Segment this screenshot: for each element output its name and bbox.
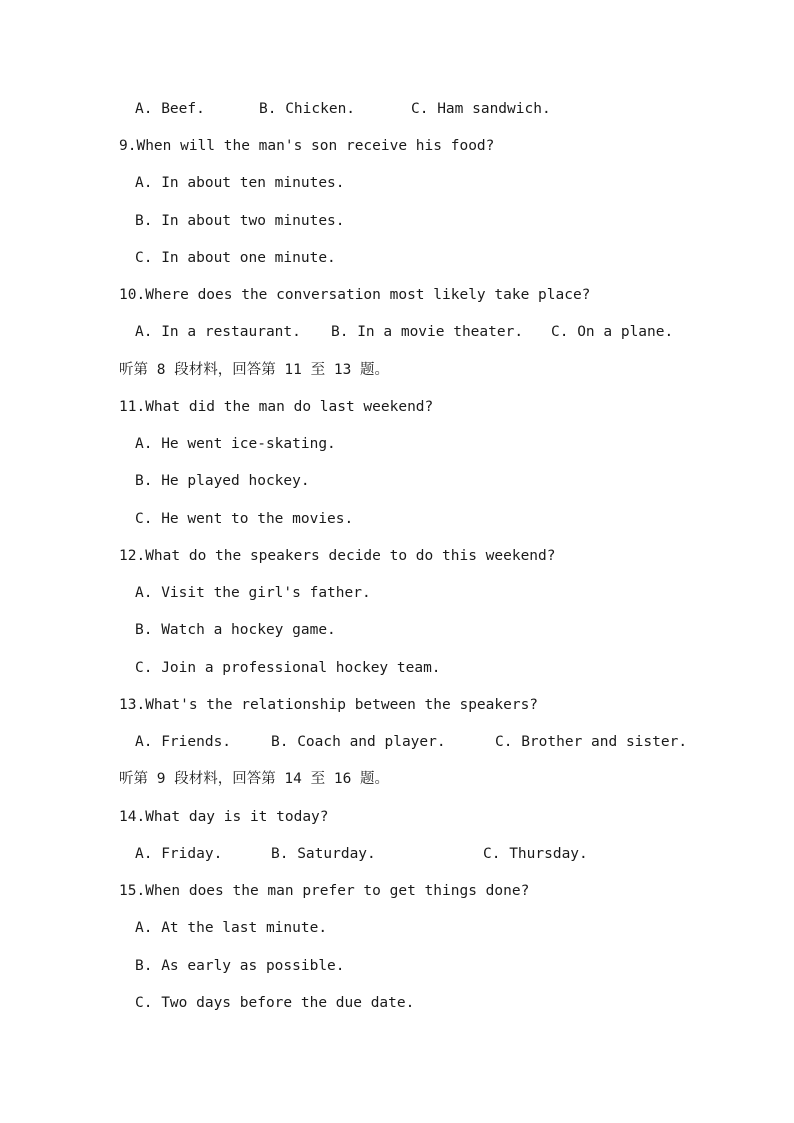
q10-option-b: B. In a movie theater. — [331, 324, 524, 340]
q13-option-c: C. Brother and sister. — [495, 734, 688, 750]
section-8-heading: 听第 8 段材料，回答第 11 至 13 题。 — [119, 362, 390, 378]
q13-option-b: B. Coach and player. — [271, 734, 446, 750]
q11-option-c: C. He went to the movies. — [135, 511, 354, 527]
q10-option-c: C. On a plane. — [551, 324, 674, 340]
q11-option-a: A. He went ice-skating. — [135, 436, 336, 452]
q10-options — [135, 323, 674, 341]
q15-option-c: C. Two days before the due date. — [135, 995, 415, 1011]
q15-option-a: A. At the last minute. — [135, 920, 328, 936]
section-9-heading: 听第 9 段材料，回答第 14 至 16 题。 — [119, 771, 390, 787]
q14-option-c: C. Thursday. — [483, 846, 588, 862]
q8-option-b: B. Chicken. — [259, 101, 356, 117]
q12-question: 12.What do the speakers decide to do this weekend? — [119, 548, 556, 564]
q8-option-c: C. Ham sandwich. — [411, 101, 551, 117]
q14-option-a: A. Friday. — [135, 846, 223, 862]
q9-option-b: B. In about two minutes. — [135, 213, 345, 229]
q9-option-a: A. In about ten minutes. — [135, 175, 345, 191]
q10-option-a: A. In a restaurant. — [135, 324, 301, 340]
q9-question: 9.When will the man's son receive his food? — [119, 138, 495, 154]
q11-question: 11.What did the man do last weekend? — [119, 399, 434, 415]
q12-option-a: A. Visit the girl's father. — [135, 585, 371, 601]
q12-option-b: B. Watch a hockey game. — [135, 622, 336, 638]
q14-options — [135, 845, 588, 863]
q14-question: 14.What day is it today? — [119, 809, 329, 825]
q14-option-b: B. Saturday. — [271, 846, 376, 862]
q15-option-b: B. As early as possible. — [135, 958, 345, 974]
q13-option-a: A. Friends. — [135, 734, 232, 750]
q12-option-c: C. Join a professional hockey team. — [135, 660, 441, 676]
q10-question: 10.Where does the conversation most likely take place? — [119, 287, 591, 303]
q9-option-c: C. In about one minute. — [135, 250, 336, 266]
q13-options — [135, 733, 688, 751]
q8-options — [135, 100, 551, 118]
q13-question: 13.What's the relationship between the speakers? — [119, 697, 539, 713]
q11-option-b: B. He played hockey. — [135, 473, 310, 489]
q8-option-a: A. Beef. — [135, 101, 205, 117]
q15-question: 15.When does the man prefer to get things done? — [119, 883, 530, 899]
